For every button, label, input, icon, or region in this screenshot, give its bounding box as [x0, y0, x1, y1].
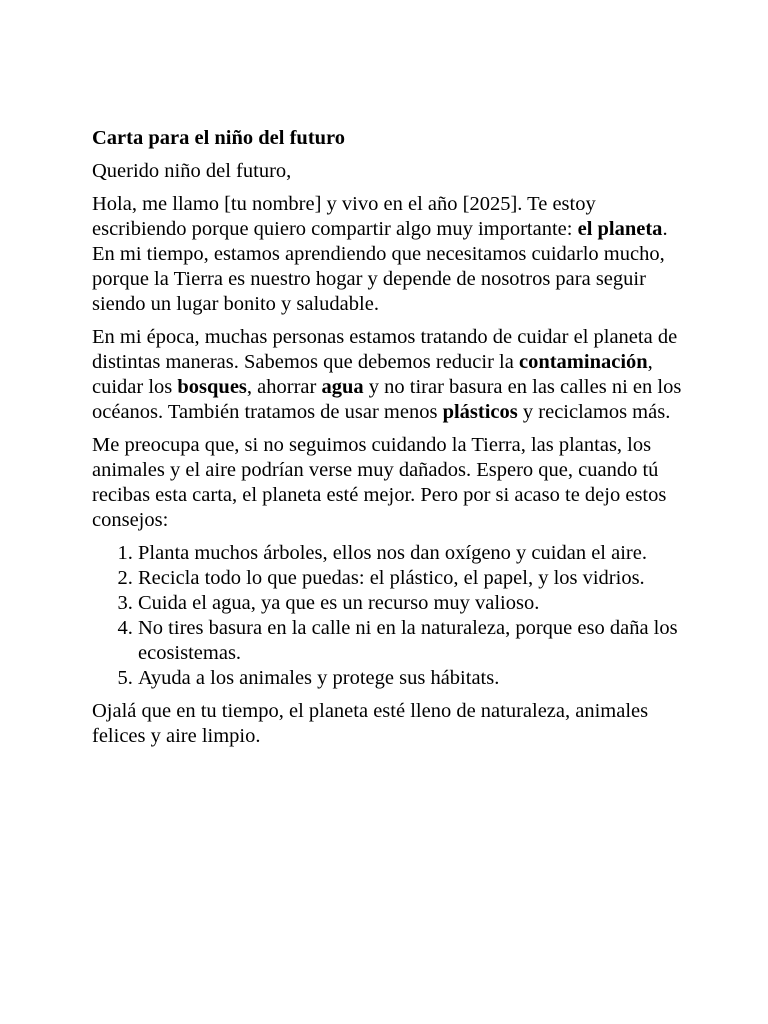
- paragraph-concern: Me preocupa que, si no seguimos cuidando la Tierra, las plantas, los animales y el aire podrían verse muy dañados. Espero que, cuando tú recibas esta carta, el planeta esté mejor. Pero por si acaso te dejo estos consejos:: [92, 434, 667, 531]
- paragraph-intro: [92, 192, 682, 317]
- text-run: Hola, me llamo [tu nombre] y vivo en el año [2025]. Te estoy escribiendo porque quiero compartir algo muy importante:: [92, 193, 596, 240]
- text-run: , cuidar los: [92, 351, 653, 398]
- text-run: , ahorrar: [246, 376, 322, 398]
- letter-greeting: Querido niño del futuro,: [92, 160, 292, 182]
- bold-term-contaminacion: contaminación: [518, 351, 648, 373]
- list-item: 2. Recicla todo lo que puedas: el plástico, el papel, y los vidrios.: [138, 566, 682, 591]
- paragraph-actions: [92, 325, 682, 425]
- tips-list: [92, 541, 682, 691]
- text-run: y no tirar basura en las calles ni en los océanos. También tratamos de usar menos: [92, 376, 682, 423]
- list-item: 5. Ayuda a los animales y protege sus hábitats.: [138, 666, 682, 691]
- paragraph-closing: Ojalá que en tu tiempo, el planeta esté lleno de naturaleza, animales felices y aire limpio.: [92, 700, 649, 747]
- list-item: 1. Planta muchos árboles, ellos nos dan oxígeno y cuidan el aire.: [138, 541, 682, 566]
- list-item: 3. Cuida el agua, ya que es un recurso muy valioso.: [138, 591, 682, 616]
- bold-term-bosques: bosques: [177, 376, 247, 398]
- bold-term-planeta: el planeta: [577, 218, 663, 240]
- bold-term-plasticos: plásticos: [442, 401, 518, 423]
- document-page: [92, 126, 682, 757]
- bold-term-agua: agua: [321, 376, 364, 398]
- text-run: . En mi tiempo, estamos aprendiendo que necesitamos cuidarlo mucho, porque la Tierra es nuestro hogar y depende de nosotros para seguir siendo un lugar bonito y saludable.: [92, 218, 668, 315]
- letter-title: Carta para el niño del futuro: [92, 127, 346, 149]
- list-item: 4. No tires basura en la calle ni en la naturaleza, porque eso daña los ecosistemas.: [138, 616, 682, 666]
- text-run: En mi época, muchas personas estamos tratando de cuidar el planeta de distintas maneras. Sabemos que debemos reducir la: [92, 326, 678, 373]
- text-run: y reciclamos más.: [517, 401, 671, 423]
